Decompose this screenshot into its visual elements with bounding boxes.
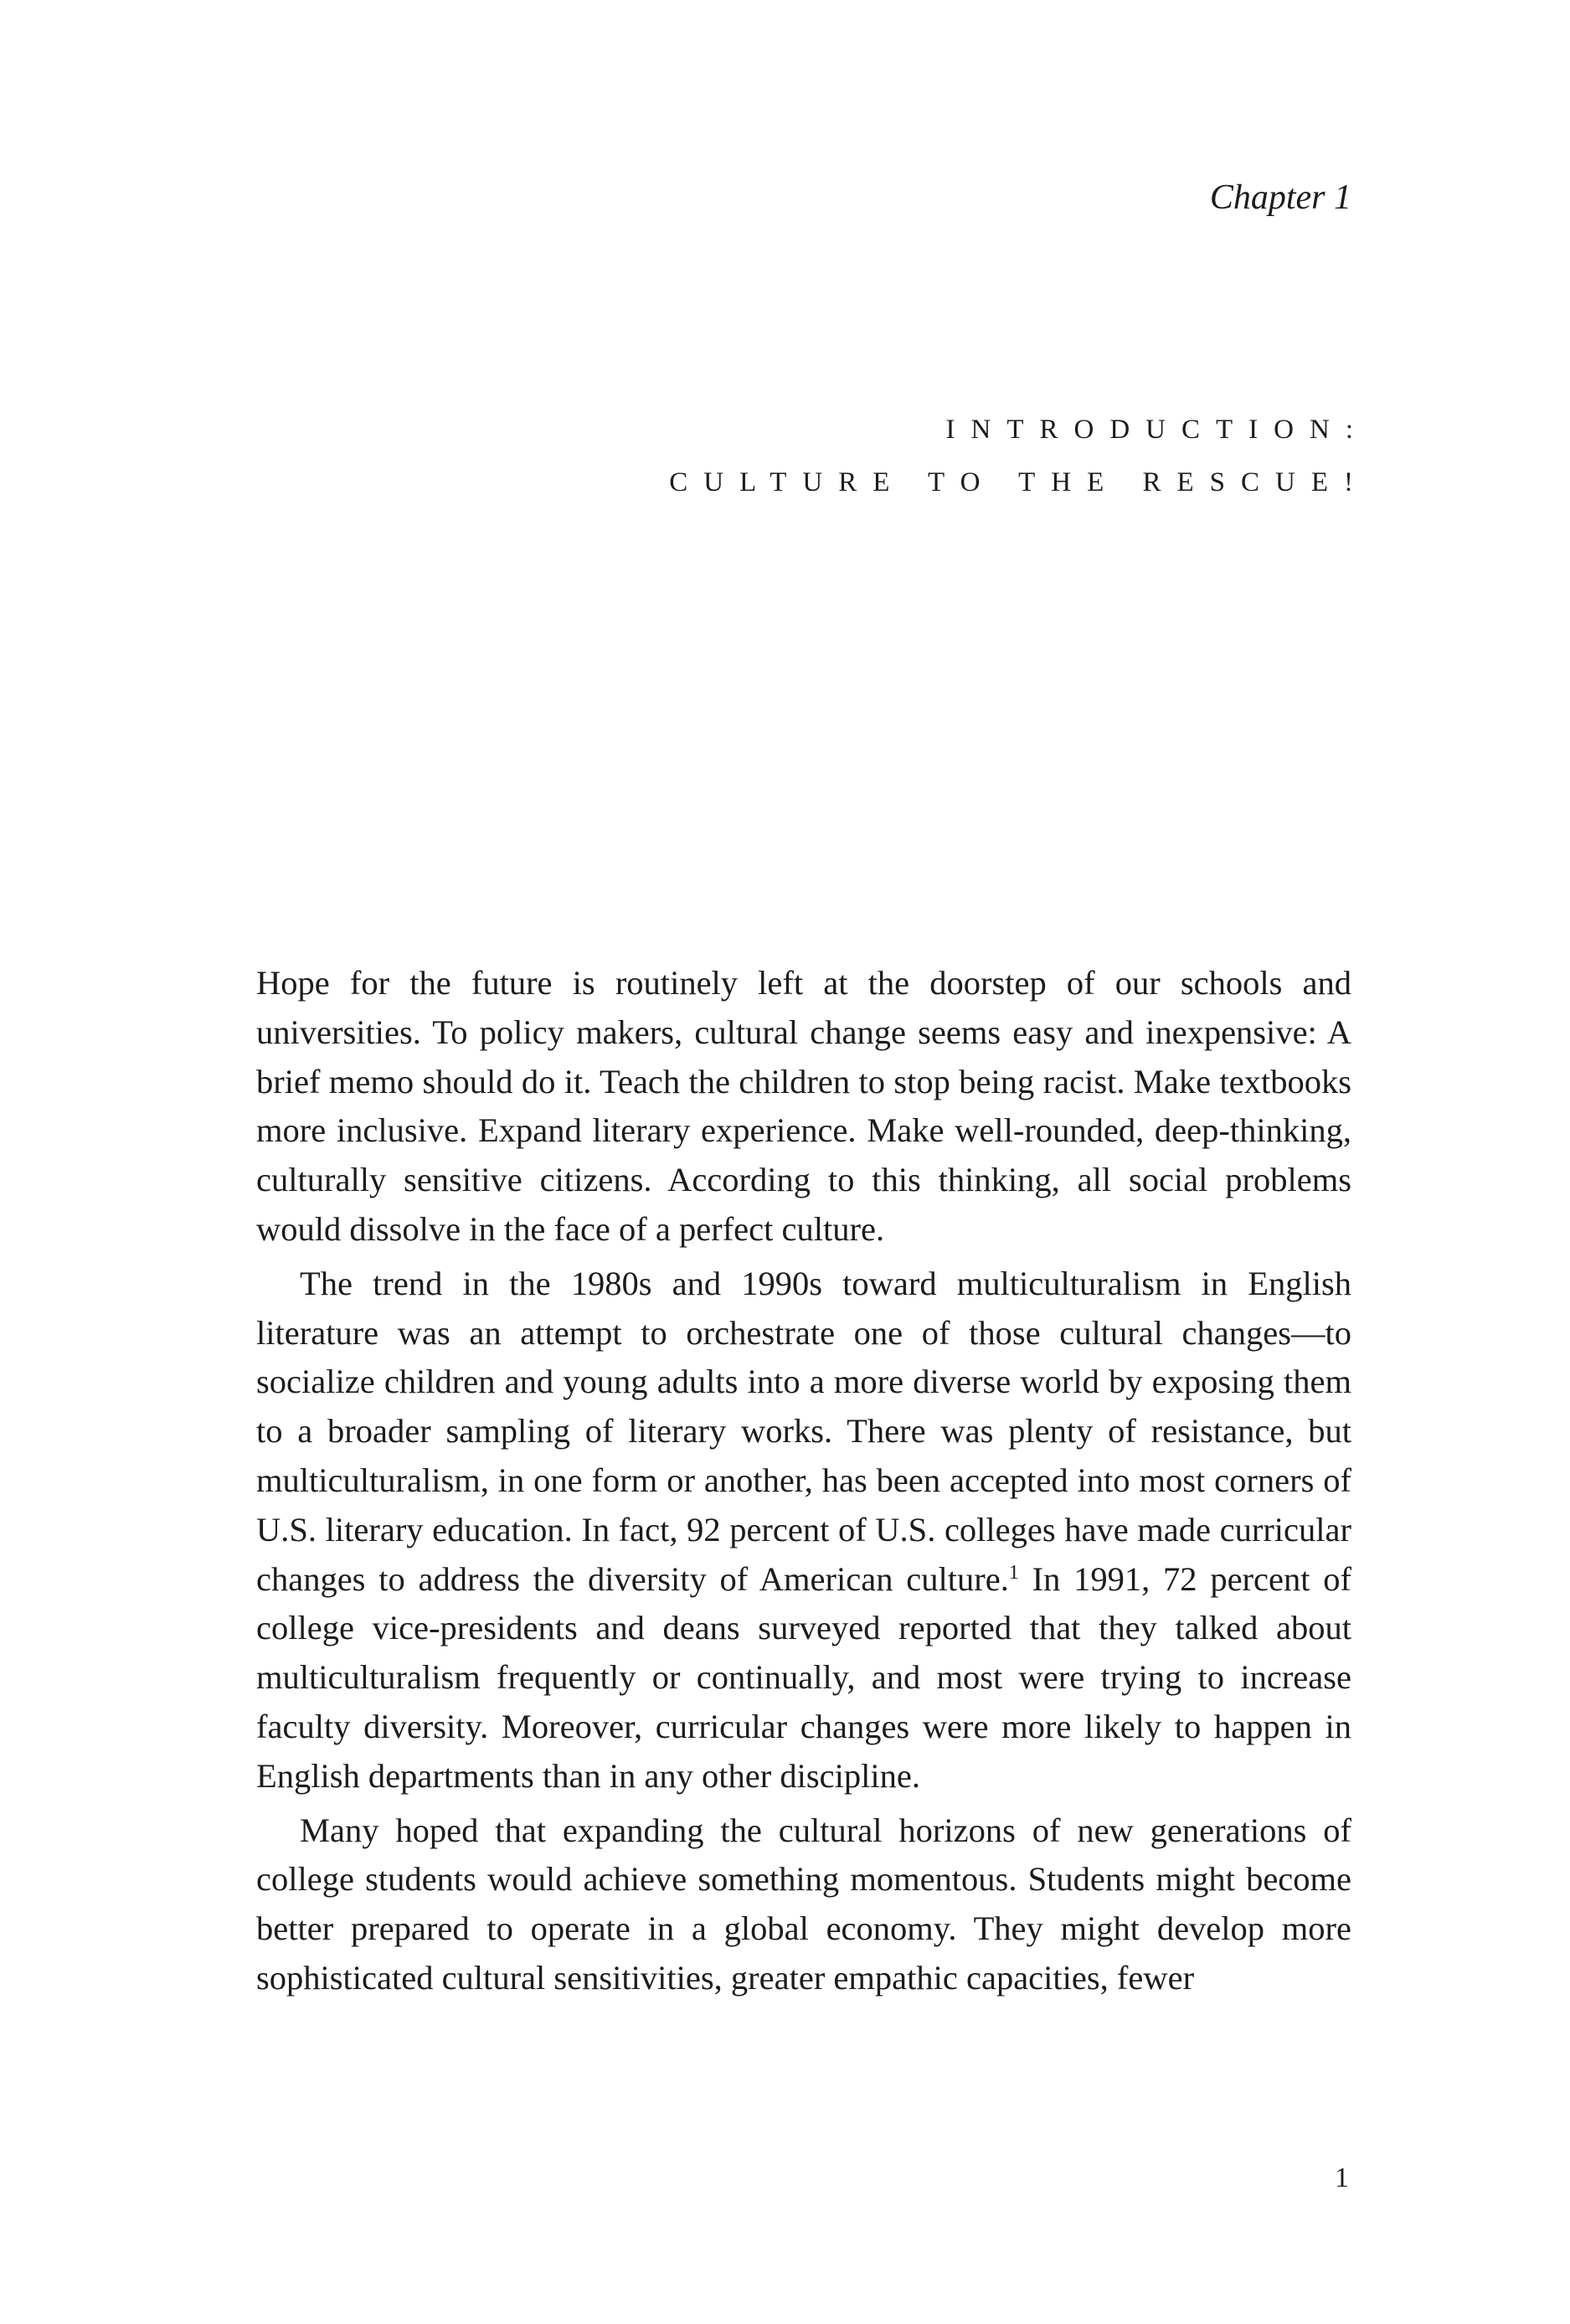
chapter-title-line-2: CULTURE TO THE RESCUE! <box>669 467 1369 497</box>
body-text <box>256 959 1351 2008</box>
footnote-marker: 1 <box>1008 1561 1019 1584</box>
paragraph-1: Hope for the future is routinely left at the doorstep of our schools and universities. To policy makers, cultural change seems easy and inexpensive: A brief memo should do it. Teach the children to stop being racist. Make textbooks more inclusive. Expand literary experience. Make well-rounded, deep-thinking, culturally sensitive citizens. According to this thinking, all social problems would dissolve in the face of a perfect culture. <box>256 964 1351 1248</box>
chapter-title <box>669 404 1369 509</box>
page-number: 1 <box>1335 2162 1350 2193</box>
chapter-title-line-1: INTRODUCTION: <box>945 415 1369 445</box>
chapter-label: Chapter 1 <box>1209 178 1351 217</box>
paragraph-2 <box>256 1260 1351 1801</box>
paragraph-2-text-a: The trend in the 1980s and 1990s toward multiculturalism in English literature was an attempt to orchestrate one of those cultural changes—to socialize children and young adults into a more diverse world by exposing them to a broader sampling of literary works. There was plenty of resistance, but multiculturalism, in one form or another, has been accepted into most corners of U.S. literary education. In fact, 92 percent of U.S. colleges have made curricular changes to address the diversity of American culture. <box>256 1264 1351 1598</box>
paragraph-3: Many hoped that expanding the cultural horizons of new generations of college students would achieve something momentous. Students might become better prepared to operate in a global economy. They might develop more sophisticated cultural sensitivities, greater empathic capacities, fewer <box>256 1811 1351 1997</box>
paragraph-2-text-b: In 1991, 72 percent of college vice-presidents and deans surveyed reported that they talked about multiculturalism frequently or continually, and most were trying to increase faculty diversity. Moreover, curricular changes were more likely to happen in English departments than in any other discipline. <box>256 1559 1351 1795</box>
